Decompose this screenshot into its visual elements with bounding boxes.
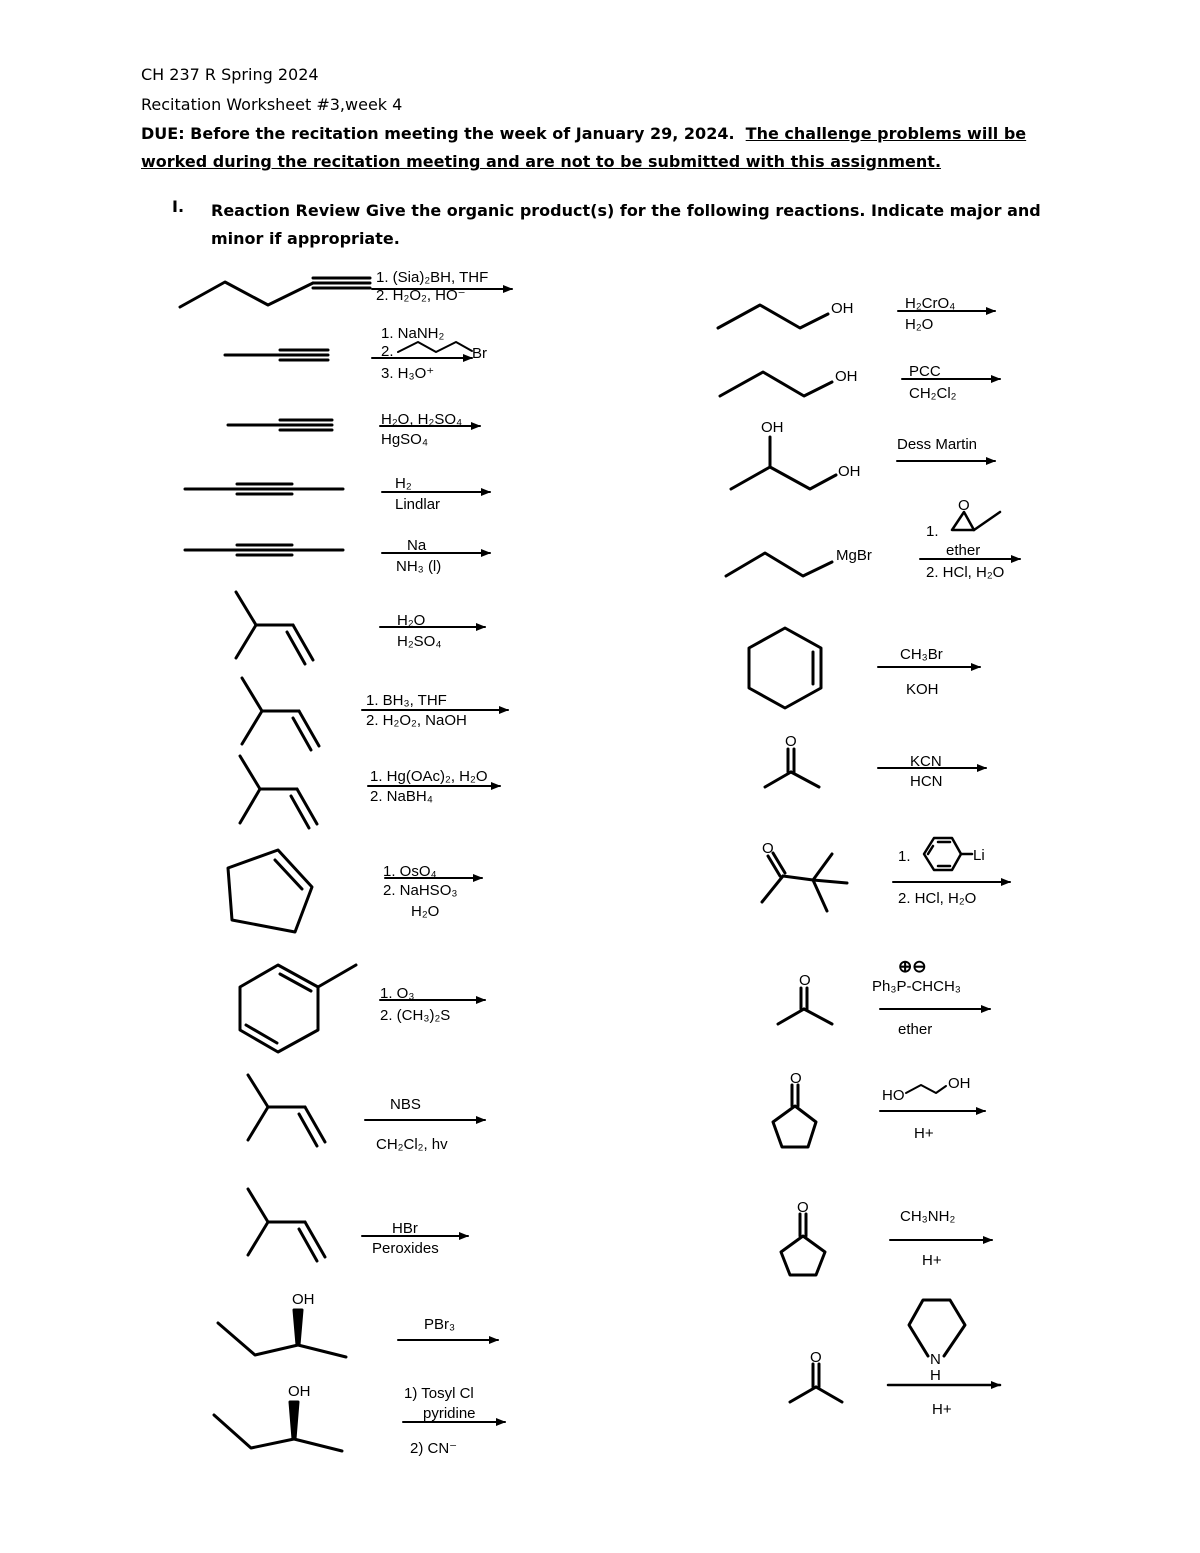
reactant-l1-propanol bbox=[718, 305, 828, 328]
pyrrolidine-ring bbox=[909, 1300, 965, 1356]
oh-label-14: OH bbox=[288, 1383, 311, 1400]
reagent-13a: PBr₃ bbox=[424, 1316, 456, 1333]
reactant-l2-propanol bbox=[720, 372, 832, 396]
reagent-l7-step1: 1. bbox=[898, 848, 911, 865]
reagent-2-br: Br bbox=[472, 345, 487, 362]
reagent-5b: NH₃ (l) bbox=[396, 558, 442, 575]
section-title: Reaction Review Give the organic product(s) for the following reactions. Indicate major and minor if appropriate. bbox=[211, 201, 1041, 248]
reagent-9b: 2. NaHSO₃ bbox=[383, 882, 458, 899]
reactant-l10-cyclopentanone bbox=[781, 1214, 825, 1275]
challenge-note-2: worked during the recitation meeting and are not to be submitted with this assignment. bbox=[141, 152, 942, 171]
o-label-l11: O bbox=[810, 1349, 822, 1366]
o-label-l6: O bbox=[785, 733, 797, 750]
reagent-1a: 1. (Sia)₂BH, THF bbox=[376, 269, 489, 286]
reagent-l7b: 2. HCl, H₂O bbox=[898, 890, 977, 907]
reactant-7-methylbutene bbox=[242, 678, 319, 750]
reactant-9-cyclopentene bbox=[228, 850, 312, 932]
reactant-l7-pinacolone bbox=[762, 853, 847, 911]
reagent-9c: H₂O bbox=[411, 903, 440, 920]
reactant-14-butanol bbox=[214, 1402, 342, 1451]
reagent-6a: H₂O bbox=[397, 612, 426, 629]
reagent-l10b: H+ bbox=[922, 1252, 942, 1269]
reagent-7b: 2. H₂O₂, NaOH bbox=[366, 712, 467, 729]
reagent-l11b: H+ bbox=[932, 1401, 952, 1418]
reagent-5a: Na bbox=[407, 537, 427, 554]
reagent-11a: NBS bbox=[390, 1096, 421, 1113]
o-label-l10: O bbox=[797, 1199, 809, 1216]
phenyllithium-ring bbox=[924, 838, 972, 870]
reagent-l8a: Ph₃P-CHCH₃ bbox=[872, 978, 961, 995]
due-date-text: DUE: Before the recitation meeting the week of January 29, 2024. bbox=[141, 124, 735, 143]
reagent-l9b: H+ bbox=[914, 1125, 934, 1142]
reagent-l4b: 2. HCl, H₂O bbox=[926, 564, 1005, 581]
o-label-l9: O bbox=[790, 1070, 802, 1087]
reagent-3a: H₂O, H₂SO₄ bbox=[381, 411, 463, 428]
reagent-8b: 2. NaBH₄ bbox=[370, 788, 433, 805]
reagent-l10a: CH₃NH₂ bbox=[900, 1208, 956, 1225]
reactant-l4-grignard bbox=[726, 553, 832, 576]
reagent-l3a: Dess Martin bbox=[897, 436, 978, 453]
reagent-l5a: CH₃Br bbox=[900, 646, 943, 663]
epoxide-o-label: O bbox=[958, 497, 970, 514]
epoxide-reagent bbox=[952, 512, 1000, 530]
oh-label-l2: OH bbox=[835, 368, 858, 385]
ethylene-glycol-bridge bbox=[906, 1085, 946, 1093]
reactant-4-butyne bbox=[185, 484, 343, 494]
reagent-l6b: HCN bbox=[910, 773, 943, 790]
reactant-10-methylcyclohexadiene bbox=[240, 965, 356, 1052]
oh-label-l9: OH bbox=[948, 1075, 971, 1092]
reagent-10a: 1. O₃ bbox=[380, 985, 415, 1002]
reagent-l6a: KCN bbox=[910, 753, 942, 770]
worksheet-title: Recitation Worksheet #3,week 4 bbox=[141, 95, 403, 114]
reagent-14a: 1) Tosyl Cl bbox=[404, 1385, 474, 1402]
ylide-charges: ⊕⊖ bbox=[898, 957, 927, 976]
reactant-l6-acetone bbox=[765, 749, 819, 787]
reagent-12b: Peroxides bbox=[372, 1240, 439, 1257]
mgbr-label: MgBr bbox=[836, 547, 872, 564]
bromobutane-skeleton bbox=[398, 342, 472, 352]
reactant-8-methylbutene bbox=[240, 756, 317, 828]
reagent-2b: 2. bbox=[381, 343, 394, 360]
reactant-13-butanol bbox=[218, 1310, 346, 1357]
reagent-4b: Lindlar bbox=[395, 496, 441, 513]
challenge-note-1: The challenge problems will be bbox=[745, 124, 1027, 143]
reagent-l5b: KOH bbox=[906, 681, 939, 698]
reagent-9a: 1. OsO₄ bbox=[383, 863, 437, 880]
reagent-l2a: PCC bbox=[909, 363, 941, 380]
reactant-11-methylbutene bbox=[248, 1075, 325, 1146]
reactant-l8-acetone bbox=[778, 988, 832, 1024]
li-label: Li bbox=[973, 847, 985, 864]
reactant-5-butyne bbox=[185, 545, 343, 555]
reactant-3-propyne bbox=[228, 420, 332, 430]
reagent-l4-step1: 1. bbox=[926, 523, 939, 540]
oh-label-l3: OH bbox=[838, 463, 861, 480]
reagent-10b: 2. (CH₃)₂S bbox=[380, 1007, 451, 1024]
reagent-l4a: ether bbox=[946, 542, 981, 559]
n-label-l11: N bbox=[930, 1351, 941, 1368]
reagent-2a: 1. NaNH₂ bbox=[381, 325, 445, 342]
oh-label-l3-top: OH bbox=[761, 419, 784, 436]
reactant-6-methylbutene bbox=[236, 592, 313, 664]
reagent-8a: 1. Hg(OAc)₂, H₂O bbox=[370, 768, 488, 785]
reagent-l8b: ether bbox=[898, 1021, 933, 1038]
o-label-l8: O bbox=[799, 972, 811, 989]
oh-label-l1: OH bbox=[831, 300, 854, 317]
reactant-l11-acetone bbox=[790, 1364, 842, 1402]
reagent-7a: 1. BH₃, THF bbox=[366, 692, 447, 709]
h-label-l11: H bbox=[930, 1367, 941, 1384]
reagent-4a: H₂ bbox=[395, 475, 412, 492]
reagent-11b: CH₂Cl₂, hv bbox=[376, 1136, 448, 1153]
reagent-12a: HBr bbox=[392, 1220, 418, 1237]
reagent-2c: 3. H₃O⁺ bbox=[381, 365, 435, 382]
reactant-12-methylbutene bbox=[248, 1189, 325, 1261]
reagent-6b: H₂SO₄ bbox=[397, 633, 442, 650]
ho-label-l9: HO bbox=[882, 1087, 905, 1104]
reagent-3b: HgSO₄ bbox=[381, 431, 428, 448]
reactant-2-propyne bbox=[225, 350, 328, 360]
reagent-1b: 2. H₂O₂, HO⁻ bbox=[376, 287, 466, 304]
section-number: I. bbox=[172, 197, 185, 216]
reactant-1-pentyne bbox=[180, 278, 370, 307]
course-title: CH 237 R Spring 2024 bbox=[141, 65, 319, 84]
reactant-l9-cyclopentanone bbox=[773, 1085, 816, 1147]
reagent-l1b: H₂O bbox=[905, 316, 934, 333]
reactant-l5-cyclohexene bbox=[749, 628, 821, 708]
oh-label-13: OH bbox=[292, 1291, 315, 1308]
reagent-l1a: H₂CrO₄ bbox=[905, 295, 956, 312]
reactant-l3-propanediol bbox=[731, 437, 836, 489]
reagent-14c: 2) CN⁻ bbox=[410, 1440, 458, 1457]
o-label-l7: O bbox=[762, 840, 774, 857]
reagent-14b: pyridine bbox=[423, 1405, 476, 1422]
reagent-l2b: CH₂Cl₂ bbox=[909, 385, 957, 402]
